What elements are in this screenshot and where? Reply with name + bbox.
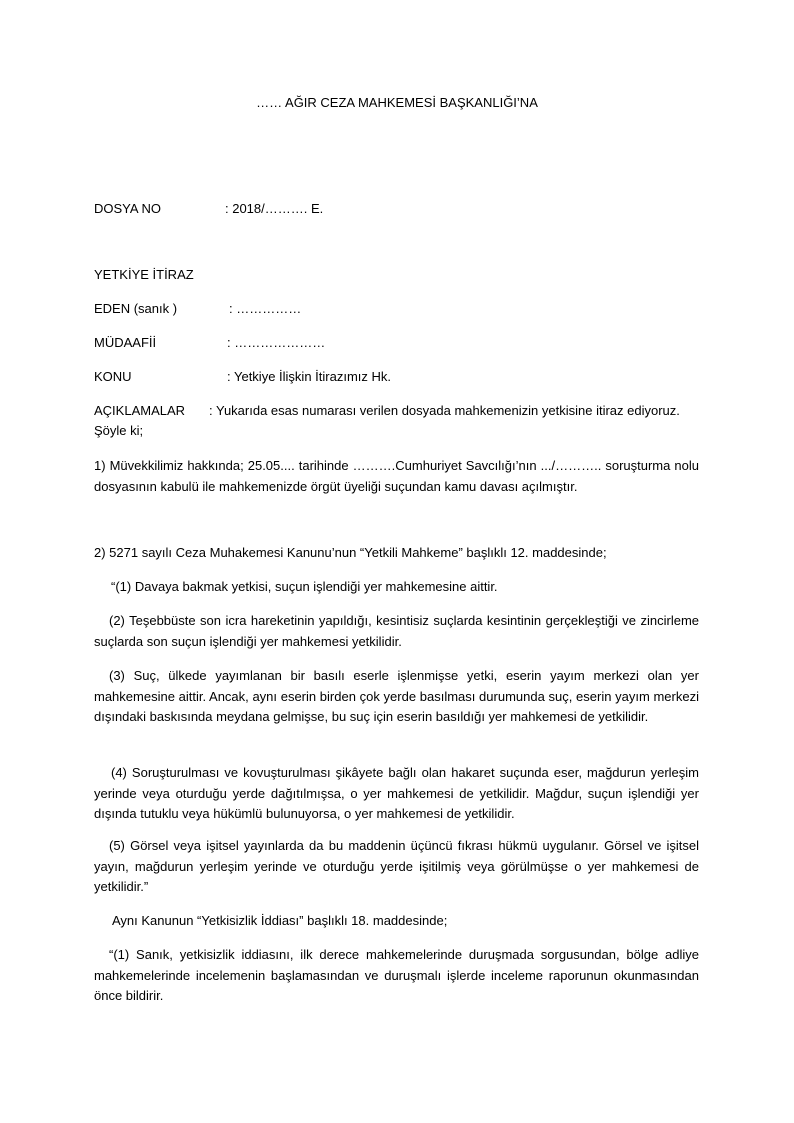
quote-item-2: (2) Teşebbüste son icra hareketinin yapıldığı, kesintisiz suçlarda kesintinin gerçekleştiği ve zincirleme suçlarda son suçun işlendiği yer mahkemesi yetkilidir. (94, 613, 699, 649)
paragraph-3: Aynı Kanunun “Yetkisizlik İddiası” başlıklı 18. maddesinde; (112, 913, 448, 928)
aciklamalar-value: : Yukarıda esas numarası verilen dosyada mahkemenizin yetkisine itiraz ediyoruz. (209, 403, 680, 418)
paragraph-1: 1) Müvekkilimiz hakkında; 25.05.... tarihinde ……….Cumhuriyet Savcılığı’nın .../……….. soruşturma nolu dosyasının kabulü ile mahkemenizde örgüt üyeliği suçundan kamu davası açılmıştır. (94, 458, 699, 494)
page-title: …… AĞIR CEZA MAHKEMESİ BAŞKANLIĞI’NA (256, 95, 538, 110)
aciklamalar-label: AÇIKLAMALAR (94, 403, 186, 418)
dosya-value: : 2018/………. E. (225, 201, 324, 216)
quote-item-5: (5) Görsel veya işitsel yayınlarda da bu maddenin üçüncü fıkrası hükmü uygulanır. Görsel ve işitsel yayın, mağdurun yerleşim yerinde ve oturduğu yerde işitilmiş veya görülmüşse o yer mahkemesi de yetkilidir.” (94, 838, 699, 894)
quote-item-1: “(1) Davaya bakmak yetkisi, suçun işlendiği yer mahkemesine aittir. (111, 579, 498, 594)
eden-label: EDEN (sanık ) (94, 301, 178, 316)
paragraph-2: 2) 5271 sayılı Ceza Muhakemesi Kanunu’nun “Yetkili Mahkeme” başlıklı 12. maddesinde; (94, 545, 607, 560)
yetki-label: YETKİYE İTİRAZ (94, 267, 194, 282)
mudafi-label: MÜDAAFİİ (94, 335, 157, 350)
konu-value: : Yetkiye İlişkin İtirazımız Hk. (227, 369, 391, 384)
dosya-label: DOSYA NO (94, 201, 161, 216)
konu-label: KONU (94, 369, 132, 384)
eden-value: : …………… (229, 301, 302, 316)
mudafi-value: : ………………… (227, 335, 326, 350)
quote-item-6: “(1) Sanık, yetkisizlik iddiasını, ilk derece mahkemelerinde duruşmada sorgusundan, bölge adliye mahkemelerinde incelemenin başlamasından ve duruşmalı işlerde inceleme raporunun okunmasından önce bildirir. (94, 947, 699, 1003)
aciklamalar-continued: Şöyle ki; (94, 423, 144, 438)
quote-item-3: (3) Suç, ülkede yayımlanan bir basılı eserle işlenmişse yetki, eserin yayım merkezi olan yer mahkemesine aittir. Ancak, aynı eserin birden çok yerde basılması durumunda suç, eserin yayım merkezi dışındaki baskısında meydana gelmişse, bu suç için eserin basıldığı yer mahkemesi de yetkilidir. (94, 668, 699, 724)
quote-item-4: (4) Soruşturulması ve kovuşturulması şikâyete bağlı olan hakaret suçunda eser, mağdurun yerleşim yerinde veya oturduğu yerde dağıtılmışsa, o yer mahkemesi de yetkilidir. Mağdur, suçun işlendiği yer dışında tutuklu veya hükümlü bulunuyorsa, o yer mahkemesi de yetkilidir. (94, 765, 699, 821)
